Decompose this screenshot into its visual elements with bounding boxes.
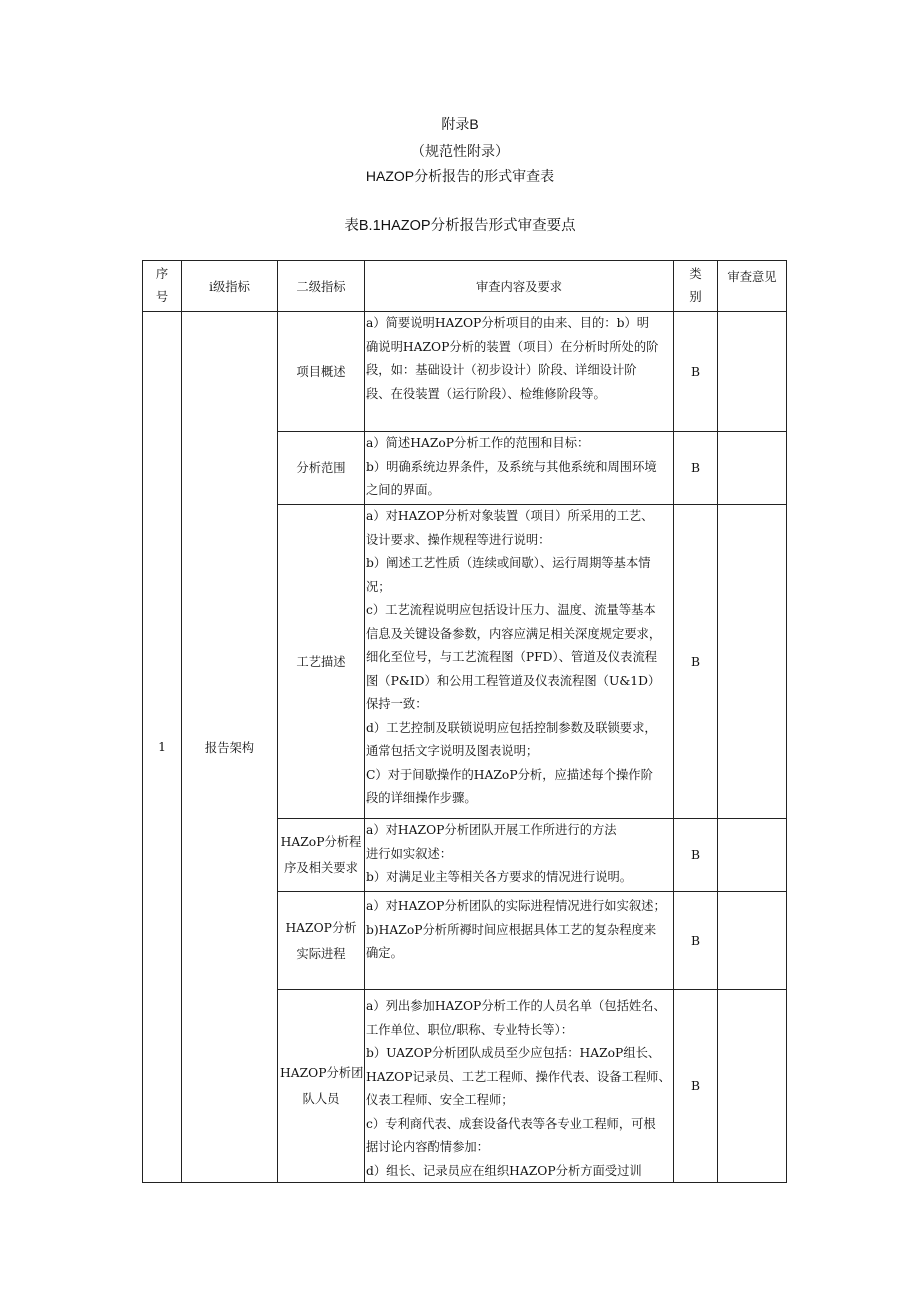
- header-no: [143, 261, 182, 312]
- review-table: [142, 260, 787, 1183]
- content-cell: [365, 432, 674, 505]
- content-line: b）对满足业主等相关各方要求的情况进行说明。: [366, 870, 633, 884]
- category-cell: B: [674, 505, 718, 819]
- opinion-cell: [718, 892, 787, 990]
- content-line: 确定。: [366, 946, 403, 960]
- category-cell: B: [674, 312, 718, 432]
- content-line: 通常包括文字说明及图表说明；: [366, 744, 539, 758]
- content-cell: [365, 819, 674, 892]
- content-line: b）阐述工艺性质（连续或间歇）、运行周期等基本情: [366, 556, 651, 570]
- header-no-line1: 序: [155, 267, 169, 281]
- opinion-cell: [718, 990, 787, 1183]
- content-line: 况；: [366, 579, 391, 594]
- header-no-line2: 号: [155, 290, 169, 304]
- content-line: 据讨论内容酌情参加：: [366, 1140, 489, 1154]
- level2-label: HAZOP分析团: [280, 1066, 364, 1080]
- level2-label: 项目概述: [296, 364, 346, 379]
- level2-label: 队人员: [302, 1092, 340, 1106]
- content-line: HAZOP记录员、工艺工程师、操作代表、设备工程师、: [366, 1069, 671, 1084]
- content-line: a）简述HAZoP分析工作的范围和目标：: [366, 436, 590, 450]
- content-line: c）工艺流程说明应包括设计压力、温度、流量等基本: [366, 603, 656, 617]
- level2-cell: [278, 505, 365, 819]
- opinion-cell: [718, 312, 787, 432]
- content-line: 段的详细操作步骤。: [366, 791, 477, 805]
- content-line: a）简要说明HAZOP分析项目的由来、目的：b）明: [366, 316, 650, 330]
- level2-label: 分析范围: [296, 461, 346, 475]
- opinion-cell: [718, 505, 787, 819]
- content-line: d）组长、记录员应在组织HAZOP分析方面受过训: [366, 1163, 642, 1178]
- appendix-type: （规范性附录）: [411, 143, 509, 159]
- content-line: a）对HAZOP分析团队开展工作所进行的方法: [366, 823, 617, 837]
- header-content: 审查内容及要求: [365, 261, 674, 312]
- opinion-cell: [718, 432, 787, 505]
- content-line: b)HAZoP分析所褥时间应根据具体工艺的复杂程度来: [366, 922, 657, 937]
- appendix-title: 附录B: [441, 116, 479, 132]
- level2-cell: [278, 432, 365, 505]
- content-line: a）对HAZOP分析团队的实际进程情况进行如实叙述；: [366, 899, 666, 913]
- form-title: HAZOP分析报告的形式审查表: [365, 168, 555, 184]
- content-line: 信息及关键设备参数，内容应满足相关深度规定要求，: [366, 626, 662, 641]
- content-line: 设计要求、操作规程等进行说明：: [366, 532, 551, 547]
- table-caption: 表B.1HAZOP分析报告形式审查要点: [344, 218, 576, 234]
- opinion-cell: [718, 819, 787, 892]
- content-line: a）对HAZOP分析对象装置（项目）所采用的工艺、: [366, 509, 654, 523]
- content-line: a）列出参加HAZOP分析工作的人员名单（包括姓名、: [366, 999, 666, 1013]
- content-line: C）对于间歇操作的HAZoP分析，应描述每个操作阶: [366, 767, 653, 782]
- content-line: 保持一致：: [366, 697, 428, 711]
- content-cell: [365, 990, 674, 1183]
- content-line: 细化至位号，与工艺流程图（PFD）、管道及仪表流程: [366, 650, 658, 664]
- content-line: 段，如：基础设计（初步设计）阶段、详细设计阶: [366, 363, 637, 377]
- level2-label: HAZOP分析: [285, 920, 357, 935]
- category-cell: B: [674, 819, 718, 892]
- header-category: [674, 261, 718, 312]
- level2-label: HAZoP分析程: [280, 835, 362, 849]
- content-line: 段、在役装置（运行阶段）、检维修阶段等。: [366, 386, 606, 401]
- level2-label: 工艺描述: [296, 654, 346, 669]
- content-line: 工作单位、职位/职称、专业特长等）：: [366, 1022, 574, 1037]
- content-line: d）工艺控制及联锁说明应包括控制参数及联锁要求，: [366, 720, 657, 735]
- content-cell: [365, 892, 674, 990]
- header-level1: i级指标: [182, 261, 278, 312]
- category-cell: B: [674, 432, 718, 505]
- category-cell: B: [674, 892, 718, 990]
- content-line: 图（P&ID）和公用工程管道及仪表流程图（U&1D）: [366, 673, 661, 688]
- header-category-line1: 类: [689, 267, 702, 281]
- level2-cell: [278, 312, 365, 432]
- level2-cell: [278, 819, 365, 892]
- content-line: b）UAZOP分析团队成员至少应包括：HAZoP组长、: [366, 1046, 661, 1060]
- content-line: 仪表工程师、安全工程师；: [366, 1093, 514, 1107]
- content-cell: [365, 312, 674, 432]
- level2-cell: [278, 892, 365, 990]
- group-level1: 报告架构: [182, 312, 278, 1183]
- content-cell: [365, 505, 674, 819]
- header-category-line2: 别: [689, 290, 702, 304]
- table-row: [143, 312, 787, 432]
- content-line: b）明确系统边界条件，及系统与其他系统和周围环境: [366, 459, 657, 474]
- content-line: 进行如实叙述：: [366, 846, 453, 861]
- content-line: 之间的界面。: [366, 483, 440, 497]
- header-level2: 二级指标: [278, 261, 365, 312]
- content-line: c）专利商代表、成套设备代表等各专业工程师，可根: [366, 1116, 656, 1131]
- table-header-row: [143, 261, 787, 312]
- category-cell: B: [674, 990, 718, 1183]
- group-no: 1: [143, 312, 182, 1183]
- header-opinion: 审查意见: [718, 261, 787, 312]
- level2-label: 序及相关要求: [284, 861, 358, 875]
- level2-label: 实际进程: [296, 946, 346, 961]
- level2-cell: [278, 990, 365, 1183]
- content-line: 确说明HAZOP分析的装置（项目）在分析时所处的阶: [366, 339, 659, 354]
